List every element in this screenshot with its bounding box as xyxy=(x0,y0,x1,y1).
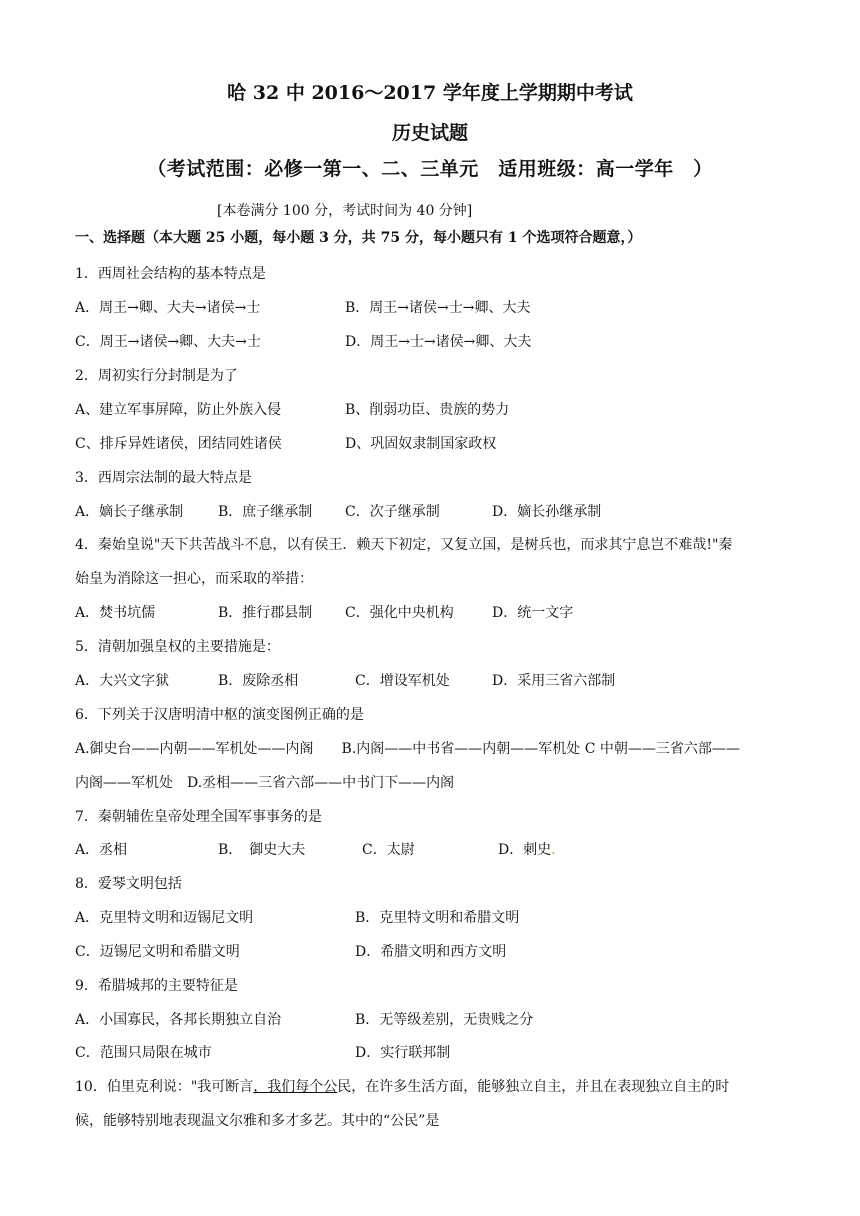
question-10-stem-post: 民，在许多生活方面，能够独立自主，并且在表现独立自主的时 xyxy=(337,1079,730,1095)
question-5-option-b: B．废除丞相 xyxy=(218,673,299,689)
question-7-trailing-dot: . xyxy=(551,842,556,858)
exam-note: [本卷满分 100 分，考试时间为 40 分钟] xyxy=(217,203,473,219)
question-3-option-c: C．次子继承制 xyxy=(345,504,440,520)
question-7-option-a: A．丞相 xyxy=(75,842,128,858)
question-2-option-d: D、巩固奴隶制国家政权 xyxy=(345,436,497,452)
question-10-stem-pre: 10．伯里克利说："我可断言 xyxy=(75,1079,254,1095)
question-8-option-c: C．迈锡尼文明和希腊文明 xyxy=(75,944,240,960)
question-1-option-b: B．周王→诸侯→士→卿、大夫 xyxy=(345,300,531,316)
question-2-stem: 2．周初实行分封制是为了 xyxy=(75,368,238,384)
question-6-options-line1: A.御史台——内朝——军机处——内阁 B.内阁——中书省——内朝——军机处 C 中朝——三省六部—— xyxy=(75,741,740,757)
question-7-option-d-wrap xyxy=(498,839,556,859)
question-3-option-a: A．嫡长子继承制 xyxy=(75,504,184,520)
question-3-option-b: B．庶子继承制 xyxy=(218,504,313,520)
question-3-stem: 3．西周宗法制的最大特点是 xyxy=(75,470,252,486)
question-6-options-line2: 内阁——军机处 D.丞相——三省六部——中书门下——内阁 xyxy=(75,775,455,791)
subject-title: 历史试题 xyxy=(391,122,468,144)
question-2-option-b: B、削弱功臣、贵族的势力 xyxy=(345,402,510,418)
question-4-stem-line1: 4．秦始皇说"天下共苦战斗不息，以有侯王．赖天下初定，又复立国，是树兵也，而求其宁息岂不难哉!"秦 xyxy=(75,537,733,553)
question-8-option-a: A．克里特文明和迈锡尼文明 xyxy=(75,910,254,926)
question-1-stem: 1．西周社会结构的基本特点是 xyxy=(75,266,266,282)
question-5-option-a: A．大兴文字狱 xyxy=(75,673,170,689)
exam-scope: （考试范围：必修一第一、二、三单元 适用班级：高一学年 ） xyxy=(147,158,713,180)
question-9-option-c: C．范围只局限在城市 xyxy=(75,1045,212,1061)
question-7-stem: 7．秦朝辅佐皇帝处理全国军事事务的是 xyxy=(75,809,322,825)
question-9-option-b: B．无等级差别，无贵贱之分 xyxy=(355,1012,534,1028)
question-1-option-a: A．周王→卿、大夫→诸侯→士 xyxy=(75,300,261,316)
question-5-option-c: C．增设军机处 xyxy=(355,673,450,689)
question-10-stem-underlined: ，我们每个公 xyxy=(253,1079,338,1095)
question-7-option-b: B． 御史大夫 xyxy=(218,842,306,858)
question-7-option-d: D．刺史 xyxy=(498,842,552,858)
question-2-option-a: A、建立军事屏障，防止外族入侵 xyxy=(75,402,282,418)
question-1-option-d: D．周王→士→诸侯→卿、大夫 xyxy=(345,334,532,350)
question-1-option-c: C．周王→诸侯→卿、大夫→士 xyxy=(75,334,261,350)
question-10-stem-line1 xyxy=(75,1076,729,1096)
question-5-stem: 5．清朝加强皇权的主要措施是： xyxy=(75,639,280,655)
exam-title: 哈 32 中 2016～2017 学年度上学期期中考试 xyxy=(227,82,633,104)
question-2-option-c: C、排斥异姓诸侯，团结同姓诸侯 xyxy=(75,436,282,452)
question-4-option-b: B．推行郡县制 xyxy=(218,605,313,621)
question-8-option-d: D．希腊文明和西方文明 xyxy=(355,944,507,960)
question-4-option-d: D．统一文字 xyxy=(492,605,574,621)
question-7-option-c: C．太尉 xyxy=(362,842,415,858)
question-8-option-b: B．克里特文明和希腊文明 xyxy=(355,910,520,926)
question-4-stem-line2: 始皇为消除这一担心，而采取的举措： xyxy=(75,571,313,587)
question-9-option-d: D．实行联邦制 xyxy=(355,1045,451,1061)
section-heading: 一、选择题（本大题 25 小题，每小题 3 分，共 75 分，每小题只有 1 个选项符合题意，） xyxy=(75,230,642,246)
question-3-option-d: D．嫡长孙继承制 xyxy=(492,504,602,520)
question-9-stem: 9．希腊城邦的主要特征是 xyxy=(75,978,238,994)
question-4-option-a: A．焚书坑儒 xyxy=(75,605,156,621)
question-6-stem: 6．下列关于汉唐明清中枢的演变图例正确的是 xyxy=(75,707,364,723)
question-8-stem: 8．爱琴文明包括 xyxy=(75,876,182,892)
question-9-option-a: A．小国寡民，各邦长期独立自治 xyxy=(75,1012,282,1028)
question-10-stem-line2: 候，能够特别地表现温文尔雅和多才多艺。其中的“公民”是 xyxy=(75,1113,440,1129)
question-5-option-d: D．采用三省六部制 xyxy=(492,673,616,689)
question-4-option-c: C．强化中央机构 xyxy=(345,605,454,621)
